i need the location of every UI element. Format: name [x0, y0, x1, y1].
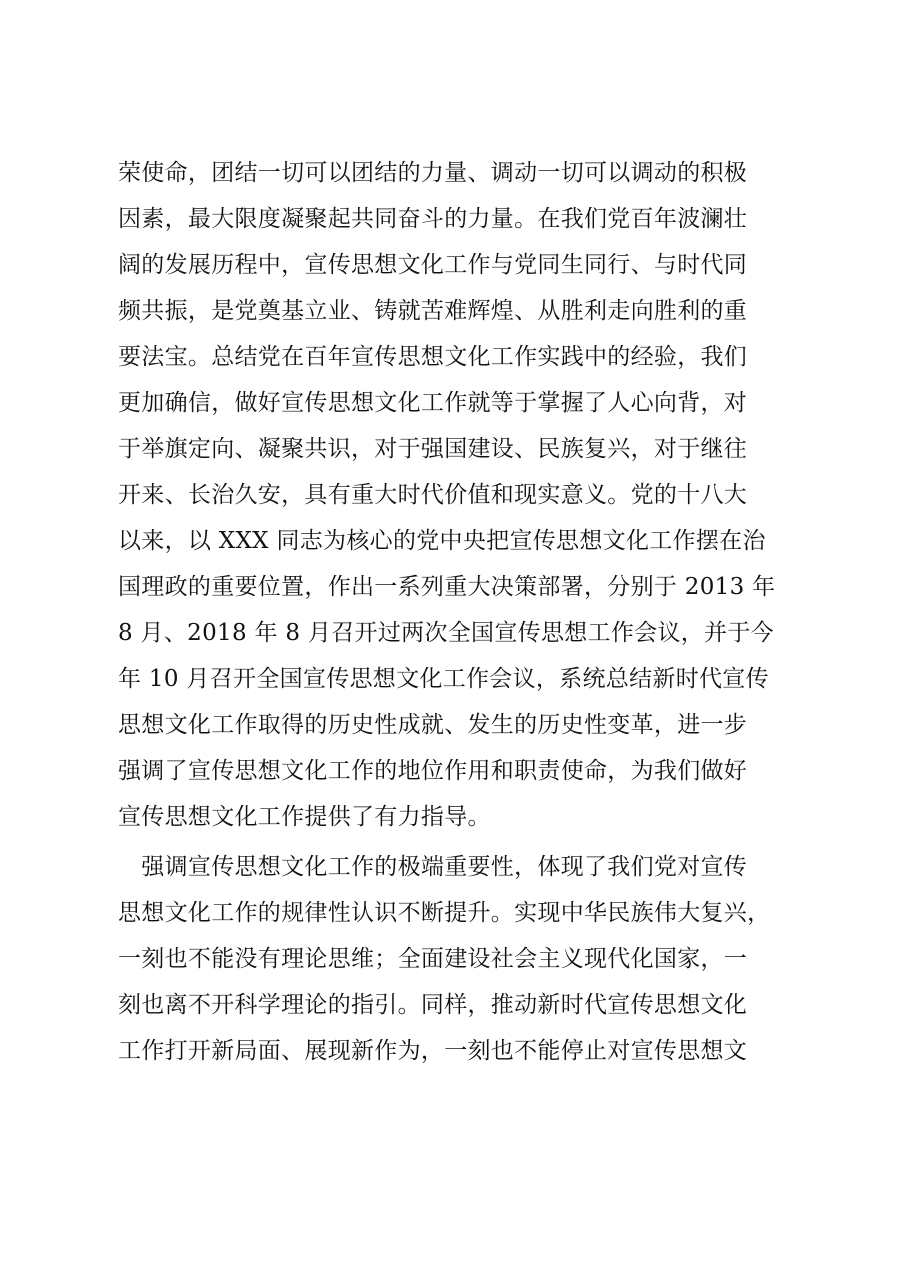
text-line: 刻也离不开科学理论的指引。同样，推动新时代宣传思想文化 [118, 992, 748, 1018]
text-line: 年 10 月召开全国宣传思想文化工作会议，系统总结新时代宣传 [118, 666, 769, 692]
text-line: 强调宣传思想文化工作的极端重要性，体现了我们党对宣传 [118, 854, 748, 880]
text-line: 8 月、2018 年 8 月召开过两次全国宣传思想工作会议，并于今 [118, 620, 774, 646]
paragraph-2 [118, 844, 818, 1074]
text-line: 频共振，是党奠基立业、铸就苦难辉煌、从胜利走向胜利的重 [118, 298, 748, 324]
text-line: 更加确信，做好宣传思想文化工作就等于掌握了人心向背，对 [118, 390, 748, 416]
text-line: 因素，最大限度凝聚起共同奋斗的力量。在我们党百年波澜壮 [118, 206, 748, 232]
text-line: 开来、长治久安，具有重大时代价值和现实意义。党的十八大 [118, 482, 748, 508]
text-line: 国理政的重要位置，作出一系列重大决策部署，分别于 2013 年 [118, 574, 776, 600]
paragraph-1 [118, 150, 818, 840]
text-line: 于举旗定向、凝聚共识，对于强国建设、民族复兴，对于继往 [118, 436, 748, 462]
text-line: 要法宝。总结党在百年宣传思想文化工作实践中的经验，我们 [118, 344, 748, 370]
text-line: 宣传思想文化工作提供了有力指导。 [118, 804, 491, 830]
text-line: 一刻也不能没有理论思维；全面建设社会主义现代化国家，一 [118, 946, 748, 972]
document-body [118, 150, 818, 1074]
text-line: 荣使命，团结一切可以团结的力量、调动一切可以调动的积极 [118, 160, 748, 186]
text-line: 以来，以 XXX 同志为核心的党中央把宣传思想文化工作摆在治 [118, 528, 766, 554]
text-line: 工作打开新局面、展现新作为，一刻也不能停止对宣传思想文 [118, 1038, 748, 1064]
text-line: 思想文化工作的规律性认识不断提升。实现中华民族伟大复兴， [118, 900, 771, 926]
text-line: 强调了宣传思想文化工作的地位作用和职责使命，为我们做好 [118, 758, 748, 784]
text-line: 阔的发展历程中，宣传思想文化工作与党同生同行、与时代同 [118, 252, 748, 278]
text-line: 思想文化工作取得的历史性成就、发生的历史性变革，进一步 [118, 712, 748, 738]
